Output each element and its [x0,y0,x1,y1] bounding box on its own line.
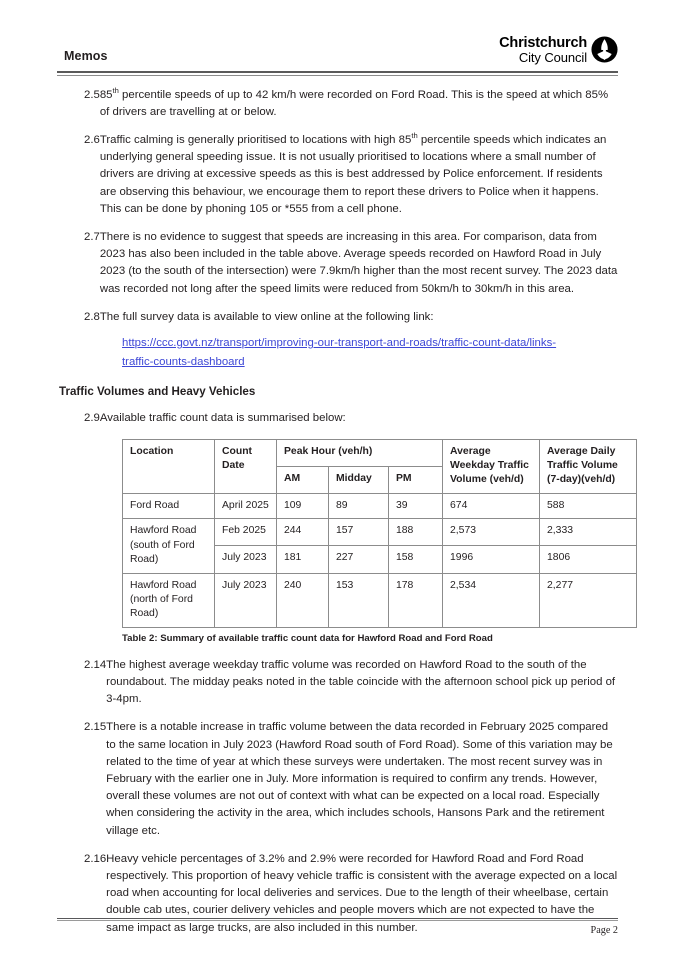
column-header-am: AM [277,466,329,493]
cell-midday: 227 [329,546,389,573]
cell-location: Ford Road [123,493,215,518]
cell-count-date: Feb 2025 [215,519,277,546]
traffic-counts-dashboard-link[interactable]: https://ccc.govt.nz/transport/improving-our-transport-and-roads/traffic-count-data/links-traffic-counts-dashboard [122,337,557,369]
paragraph-2-5 [57,87,620,121]
column-header-midday: Midday [329,466,389,493]
cell-count-date: April 2025 [215,493,277,518]
paragraph-number: 2.7 [84,231,100,244]
paragraph-number: 2.5 [84,88,100,101]
paragraph-text: The full survey data is available to view online at the following link: [99,310,434,323]
survey-data-link-block [57,333,620,371]
table-row [123,573,637,627]
column-header-average-weekday-volume: Average Weekday Traffic Volume (veh/d) [443,439,540,493]
logo-line-christchurch: Christchurch [499,35,587,51]
cell-am: 244 [277,519,329,546]
page-header [55,0,620,64]
column-header-count-date: Count Date [215,439,277,493]
table-header-row-1 [123,439,637,466]
paragraph-text [100,87,620,121]
cell-pm: 158 [389,546,443,573]
ccc-circle-logo-icon [591,36,618,63]
column-header-location: Location [123,439,215,493]
text-run: percentile speeds of up to 42 km/h were recorded on Ford Road. This is the speed at which 85% of drivers are travelling at or below. [99,88,609,118]
paragraph-2-7 [57,229,620,298]
cell-pm: 178 [389,573,443,627]
paragraph-text: Heavy vehicle percentages of 3.2% and 2.9% were recorded for Hawford Road and Ford Road respectively. This proportion of heavy vehicle traffic is consistent with the average expected on a local road when accounting for local deliveries and services. Due to the length of their wheelbase, certain double cab utes, courier delivery vehicles and people movers which are not expected to have the same impact as large trucks, are also included in this number. [106,852,618,934]
cell-average-weekday: 674 [443,493,540,518]
cell-average-daily: 1806 [540,546,637,573]
column-header-peak-hour-group: Peak Hour (veh/h) [277,439,443,466]
cell-midday: 89 [329,493,389,518]
table-row [123,519,637,546]
paragraph-number: 2.14 [84,658,107,671]
paragraph-text: There is a notable increase in traffic volume between the data recorded in February 2025 compared to the same location in July 2023 (Hawford Road south of Ford Road). Some of this variation may be related to the time of year at which these surveys were undertaken. The most recent survey was in February with the earlier one in July. More information is required to confirm any trends. However, overall these volumes are not out of context with what can be expected on a local road. Especially when considering the activity in the area, which includes schools, Hansons Park and the retirement village etc. [106,721,613,837]
cell-am: 109 [277,493,329,518]
page-title: Memos [64,49,108,64]
paragraph-text: The highest average weekday traffic volume was recorded on Hawford Road to the south of the roundabout. The midday peaks noted in the table coincide with the afternoon school pick up period of 3-4pm. [106,658,616,706]
table-body [123,493,637,627]
paragraph-number: 2.6 [84,134,100,147]
cell-count-date: July 2023 [215,573,277,627]
cell-average-weekday: 2,573 [443,519,540,546]
paragraph-text: There is no evidence to suggest that speeds are increasing in this area. For comparison, data from 2023 has also been included in the table above. Average speeds recorded on Hawford Road in July 2023 (to the south of the intersection) were 7.9km/h higher than the most recent survey. The 2023 data was recorded not long after the speed limits were reduced from 50km/h to 30km/h in this area. [99,231,618,295]
cell-average-daily: 2,277 [540,573,637,627]
column-header-pm: PM [389,466,443,493]
text-run: Traffic calming is generally prioritised to locations with high 85 [99,134,412,147]
text-run: percentile speeds which indicates an underlying general speeding issue. It is not usually prioritised to locations where a small number of drivers are driving at excessive speeds as this is best addressed by Police enforcement. If residents are observing this behaviour, we encourage them to report these drivers to Police when it happens. This can be done by phoning 105 or *555 from a cell phone. [99,134,607,215]
logo-wordmark [499,36,587,64]
paragraph-2-9 [57,410,620,427]
traffic-count-table-wrapper [57,439,620,628]
table-header [123,439,637,493]
paragraph-number: 2.9 [84,412,100,425]
cell-location: Hawford Road (south of Ford Road) [123,519,215,573]
table-row [123,493,637,518]
cell-midday: 153 [329,573,389,627]
text-run: 85 [99,88,113,101]
cell-pm: 39 [389,493,443,518]
paragraph-2-15 [57,719,620,839]
traffic-count-table [122,439,637,628]
superscript-ordinal: th [112,85,119,95]
paragraph-number: 2.8 [84,310,100,323]
paragraph-2-6 [57,132,620,218]
section-heading-traffic-volumes: Traffic Volumes and Heavy Vehicles [59,385,256,399]
superscript-ordinal: th [411,131,418,141]
paragraph-text [100,132,620,218]
logo-line-city-council: City Council [518,49,587,65]
cell-am: 181 [277,546,329,573]
paragraph-2-8 [57,309,620,326]
page-footer [55,918,620,936]
cell-average-daily: 2,333 [540,519,637,546]
document-content [55,76,620,937]
paragraph-number: 2.15 [84,721,107,734]
cell-pm: 188 [389,519,443,546]
cell-count-date: July 2023 [215,546,277,573]
ccc-logo [499,36,618,64]
cell-location: Hawford Road (north of Ford Road) [123,573,215,627]
cell-am: 240 [277,573,329,627]
column-header-average-daily-volume: Average Daily Traffic Volume (7-day)(veh/d) [540,439,637,493]
paragraph-text: Available traffic count data is summarised below: [99,412,346,425]
table-caption: Table 2: Summary of available traffic count data for Hawford Road and Ford Road [122,632,493,644]
cell-average-daily: 588 [540,493,637,518]
page-number: Page 2 [590,925,618,936]
cell-average-weekday: 2,534 [443,573,540,627]
cell-average-weekday: 1996 [443,546,540,573]
paragraph-number: 2.16 [84,852,107,865]
cell-midday: 157 [329,519,389,546]
paragraph-2-14 [57,657,620,709]
